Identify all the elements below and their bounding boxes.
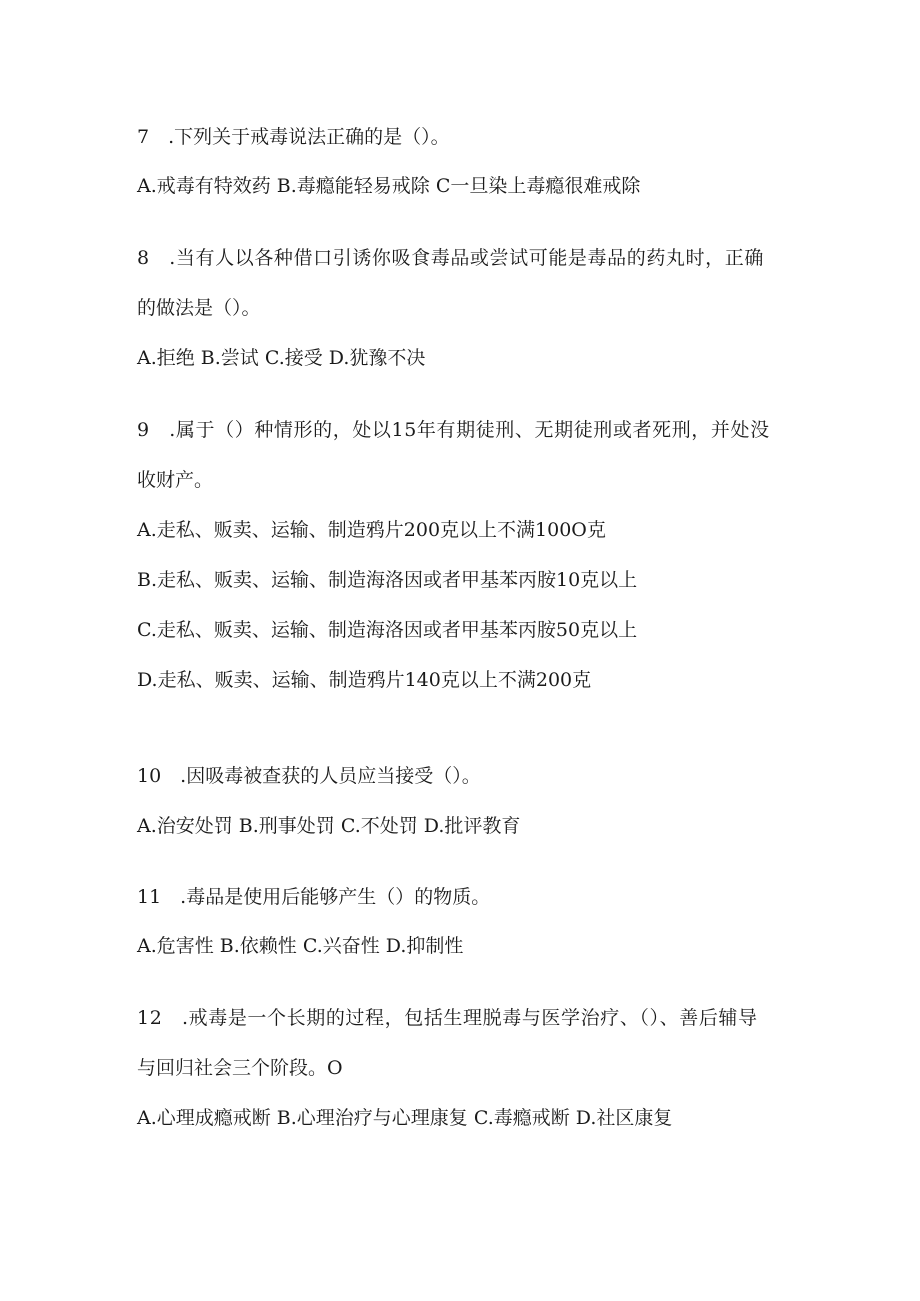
question-12-text-line-2: 与回归社会三个阶段。O xyxy=(137,1057,343,1079)
question-11-text: 11 .毒品是使用后能够产生（）的物质。 xyxy=(137,886,491,908)
question-8-text-line-2: 的做法是（）。 xyxy=(137,297,261,319)
question-8-text-line-1: 8 .当有人以各种借口引诱你吸食毒品或尝试可能是毒品的药丸时，正确 xyxy=(137,247,764,269)
question-9-text-line-2: 收财产。 xyxy=(137,469,214,491)
question-7-text: 7 .下列关于戒毒说法正确的是（）。 xyxy=(137,126,450,148)
question-10-text: 10 .因吸毒被查获的人员应当接受（）。 xyxy=(137,765,481,787)
question-9-option-c: C.走私、贩卖、运输、制造海洛因或者甲基苯丙胺50克以上 xyxy=(137,619,638,641)
question-12-options: A.心理成瘾戒断 B.心理治疗与心理康复 C.毒瘾戒断 D.社区康复 xyxy=(137,1107,673,1129)
question-9-option-a: A.走私、贩卖、运输、制造鸦片200克以上不满100O克 xyxy=(137,519,606,541)
question-9-text-line-1: 9 .属于（）种情形的，处以15年有期徒刑、无期徒刑或者死刑，并处没 xyxy=(137,419,770,441)
question-8-options: A.拒绝 B.尝试 C.接受 D.犹豫不决 xyxy=(137,347,426,369)
question-9-option-b: B.走私、贩卖、运输、制造海洛因或者甲基苯丙胺10克以上 xyxy=(137,569,638,591)
question-12-text-line-1: 12 .戒毒是一个长期的过程，包括生理脱毒与医学治疗、（）、善后辅导 xyxy=(137,1007,758,1029)
question-9-option-d: D.走私、贩卖、运输、制造鸦片140克以上不满200克 xyxy=(137,669,592,691)
question-7-options: A.戒毒有特效药 B.毒瘾能轻易戒除 C一旦染上毒瘾很难戒除 xyxy=(137,175,641,197)
question-10-options: A.治安处罚 B.刑事处罚 C.不处罚 D.批评教育 xyxy=(137,815,521,837)
question-11-options: A.危害性 B.依赖性 C.兴奋性 D.抑制性 xyxy=(137,935,464,957)
